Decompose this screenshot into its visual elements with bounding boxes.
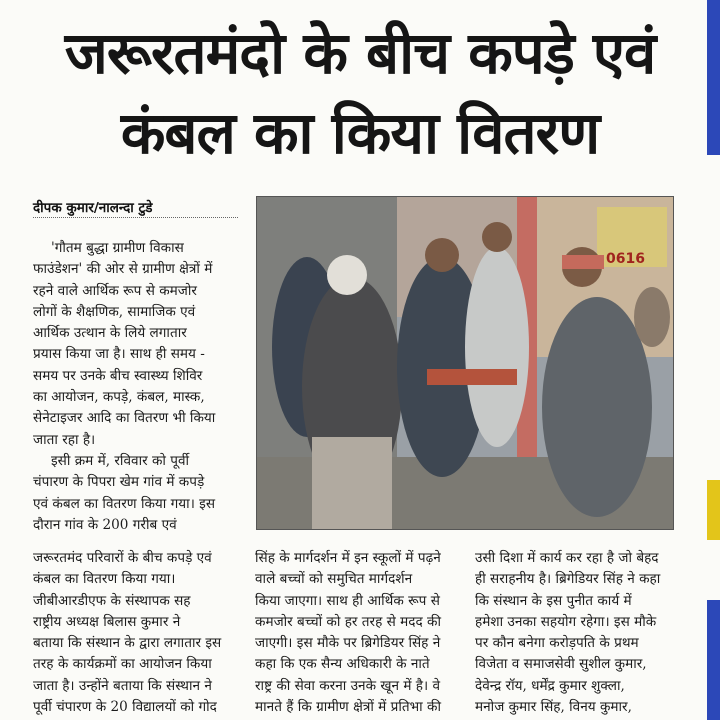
text-line: एवं कंबल का वितरण किया गया। इस <box>33 495 216 512</box>
byline: दीपक कुमार/नालन्दा टुडे <box>33 200 153 216</box>
article-column-3 <box>475 548 687 718</box>
text-line: 'गौतम बुद्धा ग्रामीण विकास <box>51 240 184 256</box>
text-line: का आयोजन, कपड़े, कंबल, मास्क, <box>33 389 205 406</box>
text-line: उसी दिशा में कार्य कर रहा है जो बेहद <box>475 550 659 566</box>
photo-illustration <box>257 197 673 529</box>
sign-number: 0616 <box>606 251 645 267</box>
text-line: राष्ट्रीय अध्यक्ष बिलास कुमार ने <box>33 613 181 630</box>
byline-divider <box>33 217 238 218</box>
text-line: लोगों के शैक्षणिक, सामाजिक एवं <box>33 303 196 320</box>
text-line: कमजोर बच्चों को हर तरह से मदद की <box>255 613 442 630</box>
headline-line-2: कंबल का किया वितरण <box>120 99 600 167</box>
text-line: बताया कि संस्थान के द्वारा लगातार इस <box>33 635 222 652</box>
edge-accent-blue-bottom <box>707 600 720 720</box>
headline-line-1: जरूरतमंदो के बीच कपड़े एवं <box>64 19 656 87</box>
text-line: चंपारण के पिपरा खेम गांव में कपड़े <box>33 474 205 491</box>
text-line: प्रयास किया जा है। साथ ही समय - <box>33 346 205 363</box>
text-line: देवेन्द्र रॉय, धर्मेंद्र कुमार शुक्ला, <box>475 677 625 694</box>
text-line: किया जाएगा। साथ ही आर्थिक रूप से <box>255 592 440 609</box>
text-line: पूर्वी चंपारण के 20 विद्यालयों को गोद <box>33 699 217 716</box>
text-line: कि संस्थान के इस पुनीत कार्य में <box>475 592 632 609</box>
text-line: समय पर उनके बीच स्वास्थ्य शिविर <box>33 367 203 384</box>
text-line: जाएगी। इस मौके पर ब्रिगेडियर सिंह ने <box>255 635 441 652</box>
text-line: सिंह के मार्गदर्शन में इन स्कूलों में पढ़ने <box>255 550 441 566</box>
text-line: रहने वाले आर्थिक रूप से कमजोर <box>33 282 197 299</box>
text-line: हमेशा उनका सहयोग रहेगा। इस मौके <box>475 613 657 630</box>
text-line: कंबल का वितरण किया गया। <box>33 571 176 588</box>
text-line: मानते हैं कि ग्रामीण क्षेत्रों में प्रतिभा की <box>255 699 441 716</box>
text-line: फाउंडेशन' की ओर से ग्रामीण क्षेत्रों में <box>33 261 213 278</box>
text-line: पर कौन बनेगा करोड़पति के प्रथम <box>475 635 639 652</box>
edge-accent-yellow <box>707 480 720 540</box>
text-line: मनोज कुमार सिंह, विनय कुमार, <box>475 699 632 716</box>
text-line: वाले बच्चों को समुचित मार्गदर्शन <box>255 571 413 588</box>
text-line: ही सराहनीय है। ब्रिगेडियर सिंह ने कहा <box>475 571 661 588</box>
text-line: विजेता व समाजसेवी सुशील कुमार, <box>475 656 647 673</box>
article-column-1 <box>33 238 238 536</box>
article-column-2 <box>255 548 465 718</box>
edge-accent-blue-top <box>707 0 720 155</box>
news-photo <box>256 196 674 530</box>
text-line: सेनेटाइजर आदि का वितरण भी किया <box>33 410 216 427</box>
text-line: इसी क्रम में, रविवार को पूर्वी <box>51 452 190 469</box>
text-line: जाता रहा है। <box>33 431 96 448</box>
text-line: जाता है। उन्होंने बताया कि संस्थान ने <box>33 677 212 694</box>
text-line: जीबीआरडीएफ के संस्थापक सह <box>33 592 191 609</box>
article-column-1-continued <box>33 548 238 718</box>
text-line: राष्ट्र की सेवा करना उनके खून में है। वे <box>255 677 441 694</box>
text-line: कहा कि एक सैन्य अधिकारी के नाते <box>255 656 430 673</box>
text-line: जरूरतमंद परिवारों के बीच कपड़े एवं <box>33 550 212 566</box>
text-line: दौरान गांव के 200 गरीब एवं <box>33 516 177 533</box>
text-line: आर्थिक उत्थान के लिये लगातार <box>33 325 187 342</box>
text-line: तरह के कार्यक्रमों का आयोजन किया <box>33 656 212 673</box>
